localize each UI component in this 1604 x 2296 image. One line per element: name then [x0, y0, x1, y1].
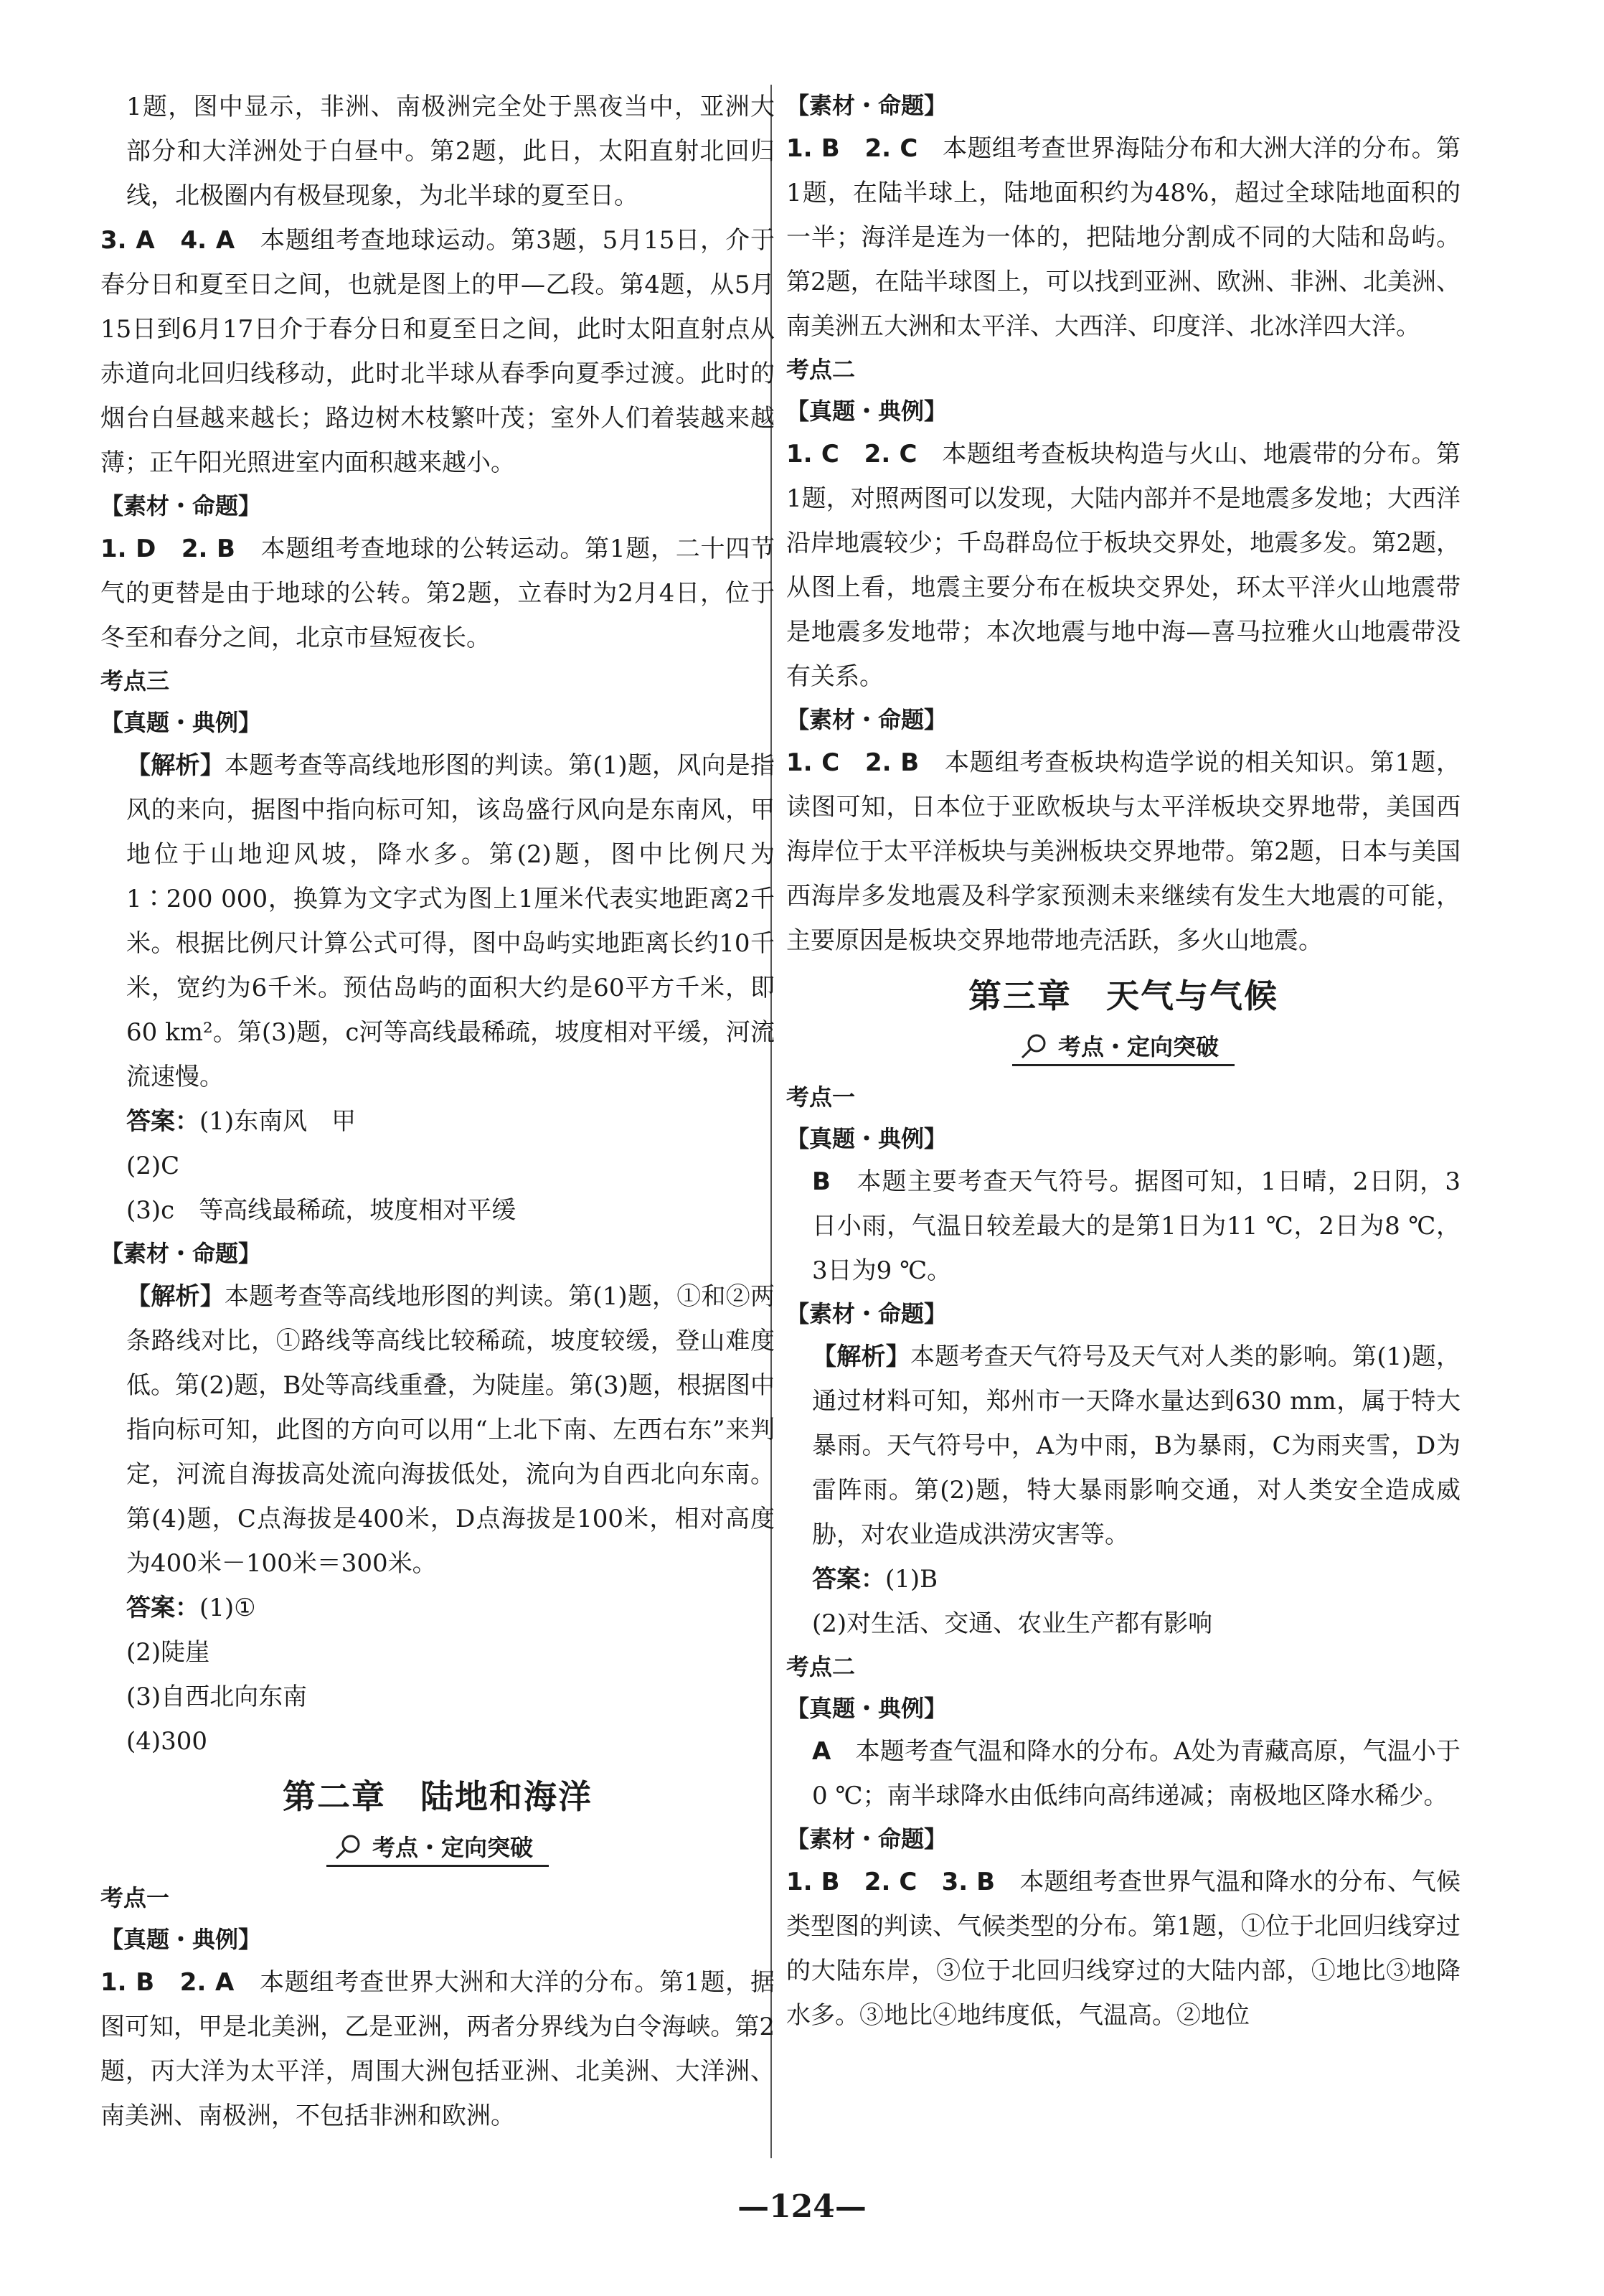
answer-paragraph: [100, 218, 775, 485]
answer-line: (2)对生活、交通、农业生产都有影响: [812, 1609, 1213, 1638]
exam-point-heading: 考点三: [100, 667, 170, 695]
answer-text: 本题考查气温和降水的分布。A处为青藏高原，气温小于0 ℃；南半球降水由低纬向高纬递减；南极地区降水稀少。: [812, 1737, 1461, 1810]
section-label: 【素材・命题】: [100, 492, 262, 519]
answer-text: 本题组考查地球的公转运动。第1题，二十四节气的更替是由于地球的公转。第2题，立春时为2月4日，位于冬至和春分之间，北京市昼短夜长。: [100, 535, 775, 652]
paragraph: 1题，图中显示，非洲、南极洲完全处于黑夜当中，亚洲大部分和大洋洲处于白昼中。第2题，此日，太阳直射北回归线，北极圈内有极昼现象，为北半球的夏至日。: [126, 93, 775, 210]
answer-text: 本题组考查地球运动。第3题，5月15日，介于春分日和夏至日之间，也就是图上的甲—乙段。第4题，从5月15日到6月17日介于春分日和夏至日之间，此时太阳直射点从赤道向北回归线移动，此时北半球从春季向夏季过渡。此时的烟台白昼越来越长；路边树木枝繁叶茂；室外人们着装越来越薄；正午阳光照进室内面积越来越小。: [100, 226, 775, 477]
analysis-label: 【解析】: [126, 1282, 225, 1311]
analysis-paragraph: [100, 743, 775, 1099]
answer-text: 本题组考查世界海陆分布和大洲大洋的分布。第1题，在陆半球上，陆地面积约为48%，超过全球陆地面积的一半；海洋是连为一体的，把陆地分割成不同的大陆和岛屿。第2题，在陆半球图上，可以找到亚洲、欧洲、非洲、北美洲、南美洲五大洲和太平洋、大西洋、印度洋、北冰洋四大洋。: [786, 134, 1461, 341]
section-badge: [326, 1830, 549, 1867]
answer-line: [100, 1586, 775, 1630]
exam-point-heading: 考点二: [786, 1653, 856, 1680]
section-label: 【素材・命题】: [100, 1240, 262, 1267]
analysis-text: 本题考查等高线地形图的判读。第(1)题，①和②两条路线对比，①路线等高线比较稀疏，坡度较缓，登山难度低。第(2)题，B处等高线重叠，为陡崖。第(3)题，根据图中指向标可知，此图的方向可以用“上北下南、左西右东”来判定，河流自海拔高处流向海拔低处，流向为自西北向东南。第(4)题，C点海拔是400米，D点海拔是100米，相对高度为400米－100米＝300米。: [126, 1282, 775, 1578]
answer-line: [100, 1099, 775, 1144]
exam-point-heading: 考点一: [100, 1884, 170, 1911]
question-numbers: 1. D 2. B: [100, 535, 235, 563]
badge-text: 考点・定向突破: [1057, 1033, 1219, 1060]
answer-value: (1)东南风 甲: [199, 1107, 357, 1136]
right-column: [786, 85, 1461, 2038]
question-numbers: B: [812, 1167, 831, 1196]
answer-paragraph: [786, 432, 1461, 699]
section-label: 【素材・命题】: [786, 1300, 948, 1327]
section-label: 【真题・典例】: [100, 1926, 262, 1953]
question-numbers: 1. B 2. C: [786, 134, 918, 163]
answer-text: 本题主要考查天气符号。据图可知，1日晴，2日阴，3日小雨，气温日较差最大的是第1日为11 ℃，2日为8 ℃，3日为9 ℃。: [812, 1167, 1461, 1285]
answer-text: 本题组考查世界气温和降水的分布、气候类型图的判读、气候类型的分布。第1题，①位于北回归线穿过的大陆东岸，③位于北回归线穿过的大陆内部，①地比③地降水多。③地比④地纬度低，气温高。②地位: [786, 1868, 1461, 2030]
question-numbers: A: [812, 1737, 831, 1766]
magnifier-icon: [334, 1832, 365, 1861]
analysis-text: 本题考查等高线地形图的判读。第(1)题，风向是指风的来向，据图中指向标可知，该岛盛行风向是东南风，甲地位于山地迎风坡，降水多。第(2)题，图中比例尺为1∶200 000，换算为文字式为图上1厘米代表实地距离2千米。根据比例尺计算公式可得，图中岛屿实地距离长约10千米，宽约为6千米。预估岛屿的面积大约是60平方千米，即60 km²。第(3)题，c河等高线最稀疏，坡度相对平缓，河流流速慢。: [126, 751, 775, 1091]
answer-line: (2)陡崖: [126, 1638, 210, 1667]
analysis-label: 【解析】: [126, 751, 225, 780]
chapter-title: 第三章 天气与气候: [968, 977, 1278, 1015]
section-label: 【真题・典例】: [786, 1125, 948, 1152]
section-label: 【素材・命题】: [786, 92, 948, 119]
answer-line: (2)C: [126, 1152, 180, 1180]
answer-text: 本题组考查板块构造与火山、地震带的分布。第1题，对照两图可以发现，大陆内部并不是地震多发地；大西洋沿岸地震较少；千岛群岛位于板块交界处，地震多发。第2题，从图上看，地震主要分布在板块交界处，环太平洋火山地震带是地震多发地带；本次地震与地中海—喜马拉雅火山地震带没有关系。: [786, 440, 1461, 691]
answer-paragraph: [100, 1960, 775, 2138]
answer-label: 答案：: [126, 1594, 199, 1622]
answer-value: (1)B: [885, 1565, 938, 1594]
question-numbers: 1. B 2. C 3. B: [786, 1868, 996, 1896]
answer-label: 答案：: [812, 1565, 885, 1594]
answer-line: (4)300: [126, 1727, 208, 1756]
answer-paragraph: [786, 1729, 1461, 1818]
magnifier-icon: [1019, 1032, 1051, 1060]
question-numbers: 3. A 4. A: [100, 226, 235, 255]
question-numbers: 1. C 2. B: [786, 748, 920, 777]
badge-wrap: [100, 1830, 775, 1870]
badge-wrap: [786, 1029, 1461, 1069]
answer-paragraph: [786, 126, 1461, 349]
answer-label: 答案：: [126, 1107, 199, 1136]
answer-line: [786, 1557, 1461, 1601]
section-label: 【真题・典例】: [100, 709, 262, 736]
section-label: 【素材・命题】: [786, 1825, 948, 1853]
analysis-label: 【解析】: [812, 1342, 910, 1371]
analysis-text: 本题考查天气符号及天气对人类的影响。第(1)题，通过材料可知，郑州市一天降水量达到630 mm，属于特大暴雨。天气符号中，A为中雨，B为暴雨，C为雨夹雪，D为雷阵雨。第(2)题，特大暴雨影响交通，对人类安全造成威胁，对农业造成洪涝灾害等。: [812, 1342, 1461, 1549]
analysis-paragraph: [786, 1335, 1461, 1557]
section-label: 【真题・典例】: [786, 397, 948, 425]
question-numbers: 1. C 2. C: [786, 440, 917, 469]
badge-text: 考点・定向突破: [372, 1834, 533, 1861]
answer-paragraph: [786, 1860, 1461, 2038]
answer-paragraph: [786, 740, 1461, 963]
analysis-paragraph: [100, 1274, 775, 1586]
answer-text: 本题组考查板块构造学说的相关知识。第1题，读图可知，日本位于亚欧板块与太平洋板块交界地带，美国西海岸位于太平洋板块与美洲板块交界地带。第2题，日本与美国西海岸多发地震及科学家预测未来继续有发生大地震的可能，主要原因是板块交界地带地壳活跃，多火山地震。: [786, 748, 1461, 955]
answer-value: (1)①: [199, 1594, 256, 1622]
section-badge: [1012, 1029, 1235, 1066]
answer-line: (3)c 等高线最稀疏，坡度相对平缓: [126, 1196, 516, 1225]
exam-point-heading: 考点一: [786, 1083, 856, 1111]
left-column: [100, 85, 775, 2138]
answer-line: (3)自西北向东南: [126, 1683, 308, 1711]
exam-point-heading: 考点二: [786, 356, 856, 383]
answer-paragraph: [786, 1159, 1461, 1293]
answer-paragraph: [100, 527, 775, 660]
question-numbers: 1. B 2. A: [100, 1968, 235, 1997]
section-label: 【真题・典例】: [786, 1695, 948, 1722]
chapter-title: 第二章 陆地和海洋: [283, 1777, 593, 1816]
page-number: —124—: [737, 2188, 867, 2225]
section-label: 【素材・命题】: [786, 706, 948, 733]
answer-text: 本题组考查世界大洲和大洋的分布。第1题，据图可知，甲是北美洲，乙是亚洲，两者分界线为白令海峡。第2题，丙大洋为太平洋，周围大洲包括亚洲、北美洲、大洋洲、南美洲、南极洲，不包括非洲和欧洲。: [100, 1968, 775, 2130]
